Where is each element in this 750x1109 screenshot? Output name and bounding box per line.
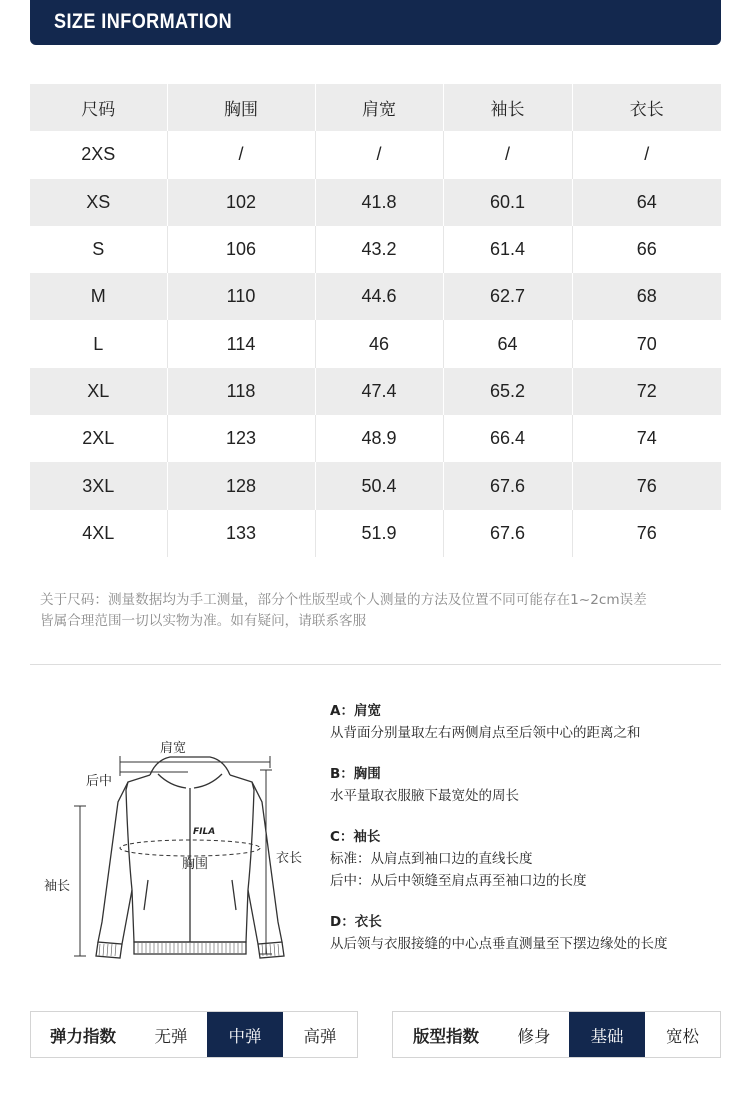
back-center-measure-line — [120, 768, 188, 776]
shoulder-measure-line — [120, 756, 270, 768]
measurement-cell: 44.6 — [315, 273, 443, 320]
table-header-cell: 肩宽 — [315, 84, 443, 131]
measurement-cell: 114 — [167, 320, 315, 367]
measurement-cell: 133 — [167, 510, 315, 557]
section-divider — [30, 664, 721, 665]
measurement-cell: 123 — [167, 415, 315, 462]
table-header-cell: 衣长 — [572, 84, 721, 131]
definition-text: 后中：从后中领缝至肩点再至袖口边的长度 — [330, 873, 587, 889]
measurement-cell: 106 — [167, 226, 315, 273]
measurement-cell: 46 — [315, 320, 443, 367]
sleeve-measure-line — [74, 806, 86, 956]
table-row — [30, 510, 721, 557]
measurement-cell: 62.7 — [443, 273, 572, 320]
measurement-cell: 110 — [167, 273, 315, 320]
size-note — [40, 590, 720, 632]
definition-title: A：肩宽 — [330, 703, 381, 719]
measurement-cell: 50.4 — [315, 462, 443, 509]
fit-option: 宽松 — [666, 1026, 699, 1046]
elasticity-label: 弹力指数 — [50, 1026, 116, 1046]
back-center-label: 后中 — [86, 774, 113, 789]
measurement-cell: 74 — [572, 415, 721, 462]
elasticity-index — [30, 1011, 358, 1058]
measurement-cell: 128 — [167, 462, 315, 509]
size-cell: L — [30, 320, 167, 367]
table-header-cell: 胸围 — [167, 84, 315, 131]
measurement-definitions — [330, 700, 730, 974]
measurement-cell: 48.9 — [315, 415, 443, 462]
size-note-line-1: 关于尺码：测量数据均为手工测量，部分个性版型或个人测量的方法及位置不同可能存在1~2cm误差 — [40, 592, 647, 608]
definition-title: C：袖长 — [330, 829, 381, 845]
table-header-cell: 尺码 — [30, 84, 167, 131]
table-row — [30, 415, 721, 462]
table-header-row — [30, 84, 721, 131]
table-row — [30, 273, 721, 320]
elasticity-option: 无弹 — [154, 1026, 188, 1046]
measurement-cell: / — [443, 131, 572, 178]
measurement-cell: 66 — [572, 226, 721, 273]
measurement-cell: 51.9 — [315, 510, 443, 557]
measurement-cell: / — [315, 131, 443, 178]
definition-item — [330, 826, 730, 892]
measurement-cell: 118 — [167, 368, 315, 415]
measurement-cell: 76 — [572, 462, 721, 509]
shoulder-label: 肩宽 — [160, 741, 187, 756]
size-note-line-2: 皆属合理范围一切以实物为准。如有疑问，请联系客服 — [40, 613, 367, 629]
table-row — [30, 131, 721, 178]
table-row — [30, 368, 721, 415]
definition-text: 水平量取衣服腋下最宽处的周长 — [330, 788, 519, 804]
measurement-cell: 72 — [572, 368, 721, 415]
measurement-cell: / — [572, 131, 721, 178]
table-row — [30, 226, 721, 273]
definition-item — [330, 700, 730, 744]
definition-title: D：衣长 — [330, 914, 382, 930]
size-cell: M — [30, 273, 167, 320]
chest-label: 胸围 — [182, 857, 209, 872]
measurement-cell: 66.4 — [443, 415, 572, 462]
header-bar — [30, 0, 721, 45]
measurement-cell: 47.4 — [315, 368, 443, 415]
size-cell: 4XL — [30, 510, 167, 557]
measurement-cell: / — [167, 131, 315, 178]
fit-index — [392, 1011, 721, 1058]
sleeve-label: 袖长 — [44, 879, 71, 894]
definition-text: 从后领与衣服接缝的中心点垂直测量至下摆边缘处的长度 — [330, 936, 668, 952]
measurement-cell: 67.6 — [443, 510, 572, 557]
measurement-cell: 67.6 — [443, 462, 572, 509]
fit-label: 版型指数 — [413, 1026, 479, 1046]
table-row — [30, 462, 721, 509]
fit-option: 基础 — [569, 1012, 645, 1057]
header-title: SIZE INFORMATION — [54, 10, 233, 33]
elasticity-option: 高弹 — [303, 1026, 337, 1046]
measurement-cell: 64 — [443, 320, 572, 367]
size-cell: 2XL — [30, 415, 167, 462]
definition-text: 从背面分别量取左右两侧肩点至后领中心的距离之和 — [330, 725, 641, 741]
definition-title: B：胸围 — [330, 766, 381, 782]
logo-text: FILA — [193, 827, 216, 837]
elasticity-option: 中弹 — [207, 1012, 283, 1057]
table-row — [30, 179, 721, 226]
measurement-cell: 65.2 — [443, 368, 572, 415]
size-cell: 3XL — [30, 462, 167, 509]
measurement-cell: 102 — [167, 179, 315, 226]
measurement-cell: 41.8 — [315, 179, 443, 226]
definition-text: 标准：从肩点到袖口边的直线长度 — [330, 851, 533, 867]
jacket-measurement-diagram — [30, 730, 330, 980]
measurement-cell: 60.1 — [443, 179, 572, 226]
length-label: 衣长 — [276, 851, 303, 866]
fit-option: 修身 — [517, 1026, 551, 1046]
measurement-cell: 70 — [572, 320, 721, 367]
definition-item — [330, 911, 730, 955]
size-cell: S — [30, 226, 167, 273]
table-header-cell: 袖长 — [443, 84, 572, 131]
size-table — [30, 84, 721, 557]
definition-item — [330, 763, 730, 807]
size-cell: 2XS — [30, 131, 167, 178]
size-cell: XS — [30, 179, 167, 226]
size-cell: XL — [30, 368, 167, 415]
measurement-cell: 61.4 — [443, 226, 572, 273]
measurement-cell: 68 — [572, 273, 721, 320]
measurement-cell: 43.2 — [315, 226, 443, 273]
measurement-cell: 76 — [572, 510, 721, 557]
measurement-cell: 64 — [572, 179, 721, 226]
table-row — [30, 320, 721, 367]
